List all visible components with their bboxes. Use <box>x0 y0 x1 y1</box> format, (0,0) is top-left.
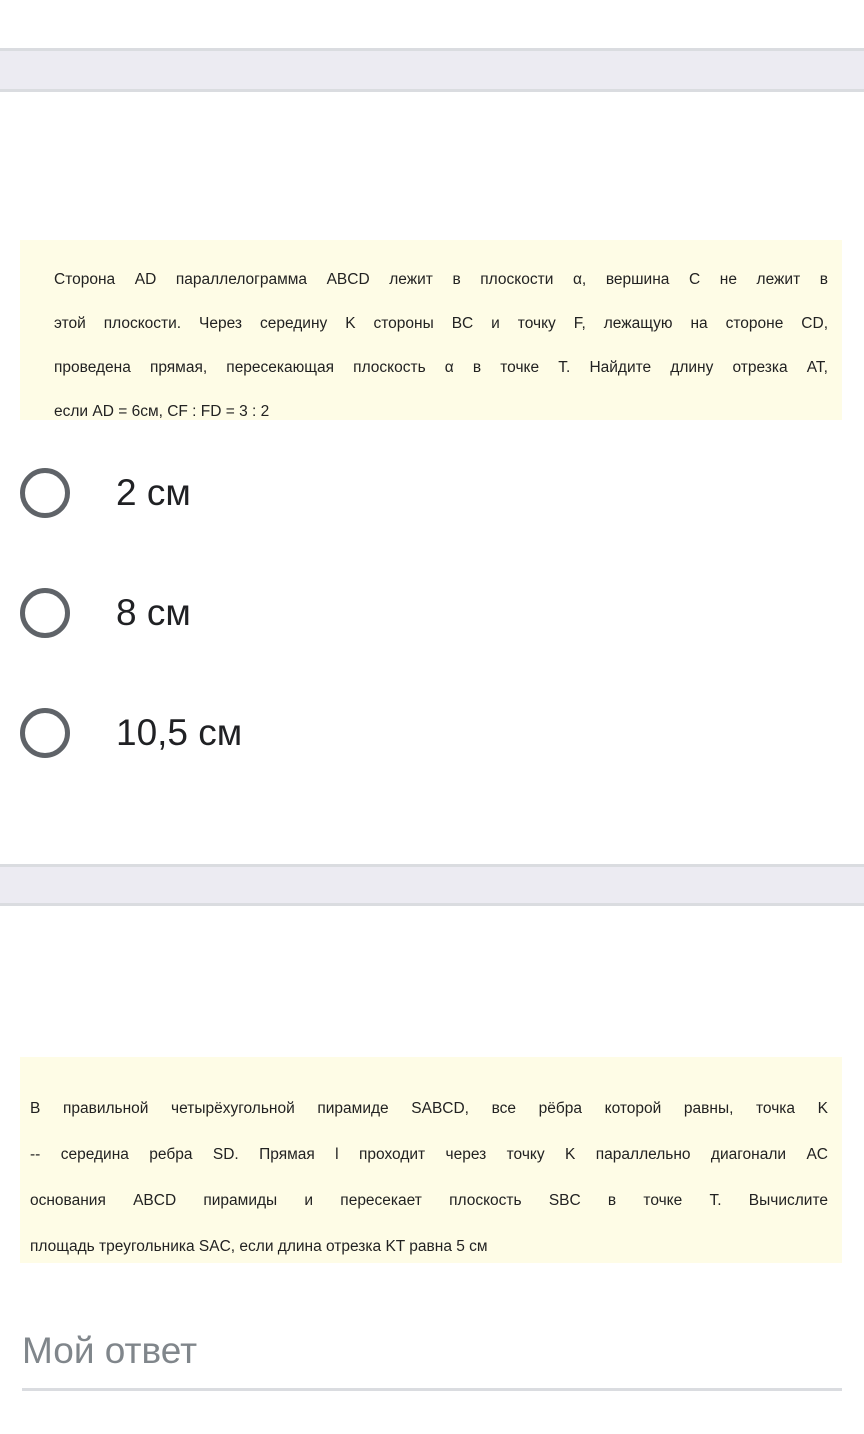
radio-button[interactable] <box>20 468 70 518</box>
answer-option-1[interactable] <box>20 461 191 525</box>
question-text-line: площадь треугольника SAC, если длина отрезка KT равна 5 см <box>30 1238 488 1255</box>
question-text-line: проведена прямая, пересекающая плоскость α в точке T. Найдите длину отрезка AT, <box>54 359 828 376</box>
answer-field[interactable] <box>22 1325 842 1391</box>
radio-button[interactable] <box>20 588 70 638</box>
question-text-line: -- середина ребра SD. Прямая l проходит через точку K параллельно диагонали AC <box>30 1146 828 1163</box>
option-label: 8 см <box>116 592 191 633</box>
question-text-line: основания ABCD пирамиды и пересекает плоскость SBC в точке T. Вычислите <box>30 1192 828 1209</box>
question-text-line: Сторона AD параллелограмма ABCD лежит в плоскости α, вершина C не лежит в <box>54 271 828 288</box>
question-text-line: В правильной четырёхугольной пирамиде SABCD, все рёбра которой равны, точка K <box>30 1100 828 1117</box>
question-1-image <box>20 240 842 420</box>
answer-input[interactable] <box>22 1325 842 1377</box>
option-label: 2 см <box>116 472 191 513</box>
question-text-line: этой плоскости. Через середину K стороны BC и точку F, лежащую на стороне CD, <box>54 315 828 332</box>
answer-option-3[interactable] <box>20 701 242 765</box>
question-2-image <box>20 1057 842 1263</box>
answer-option-2[interactable] <box>20 581 191 645</box>
section-divider <box>0 864 864 906</box>
option-label: 10,5 см <box>116 712 243 753</box>
radio-button[interactable] <box>20 708 70 758</box>
section-divider <box>0 48 864 92</box>
question-text-line: если AD = 6см, CF : FD = 3 : 2 <box>54 403 270 420</box>
